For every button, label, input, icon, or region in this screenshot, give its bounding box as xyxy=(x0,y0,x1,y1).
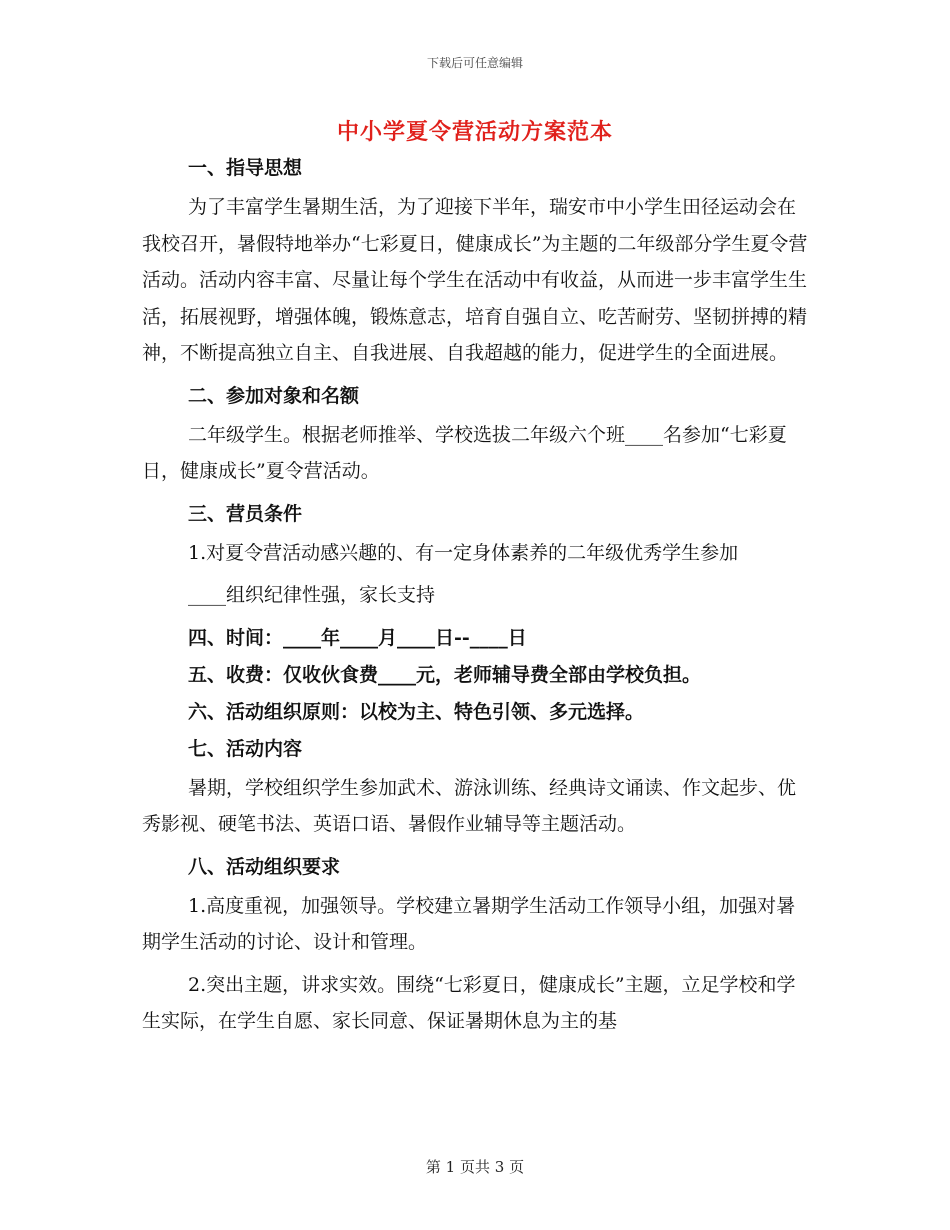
section-body-activity-content: 暑期，学校组织学生参加武术、游泳训练、经典诗文诵读、作文起步、优秀影视、硬笔书法、英语口语、暑假作业辅导等主题活动。 xyxy=(142,776,797,835)
section-line-principles: 六、活动组织原则：以校为主、特色引领、多元选择。 xyxy=(188,700,645,723)
section-heading-participants: 二、参加对象和名额 xyxy=(188,384,360,407)
section-heading-activity-content: 七、活动内容 xyxy=(188,737,303,760)
requirement-item-2: ____组织纪律性强，家长支持 xyxy=(188,584,436,606)
organization-item-1: 1.高度重视，加强领导。学校建立暑期学生活动工作领导小组，加强对暑期学生活动的讨论、设计和管理。 xyxy=(142,894,796,953)
document-title: 中小学夏令营活动方案范本 xyxy=(336,119,613,145)
section-body-guiding-ideology: 为了丰富学生暑期生活，为了迎接下半年，瑞安市中小学生田径运动会在我校召开，暑假特地举办“七彩夏日，健康成长”为主题的二年级部分学生夏令营活动。活动内容丰富、尽量让每个学生在活动中有收益，从而进一步丰富学生生活，拓展视野，增强体魄，锻炼意志，培育自强自立、吃苦耐劳、坚韧拼搏的精神，不断提高独立自主、自我进展、自我超越的能力，促进学生的全面进展。 xyxy=(142,196,808,364)
section-heading-camper-requirements: 三、营员条件 xyxy=(188,502,303,525)
page-footer: 第 1 页共 3 页 xyxy=(425,1158,525,1176)
header-note: 下载后可任意编辑 xyxy=(426,56,523,70)
section-body-participants: 二年级学生。根据老师推举、学校选拔二年级六个班____名参加“七彩夏日，健康成长”夏令营活动。 xyxy=(142,423,787,482)
section-line-time: 四、时间：____年____月____日--____日 xyxy=(188,626,527,649)
requirement-item-1: 1.对夏令营活动感兴趣的、有一定身体素养的二年级优秀学生参加 xyxy=(188,541,739,564)
document-body xyxy=(142,150,810,1042)
section-heading-guiding-ideology: 一、指导思想 xyxy=(188,157,303,179)
organization-item-2: 2.突出主题，讲求实效。围绕“七彩夏日，健康成长”主题，立足学校和学生实际，在学生自愿、家长同意、保证暑期休息为主的基 xyxy=(142,973,796,1032)
section-line-fees: 五、收费：仅收伙食费____元，老师辅导费全部由学校负担。 xyxy=(188,663,702,686)
section-heading-organization-requirements: 八、活动组织要求 xyxy=(188,855,341,878)
